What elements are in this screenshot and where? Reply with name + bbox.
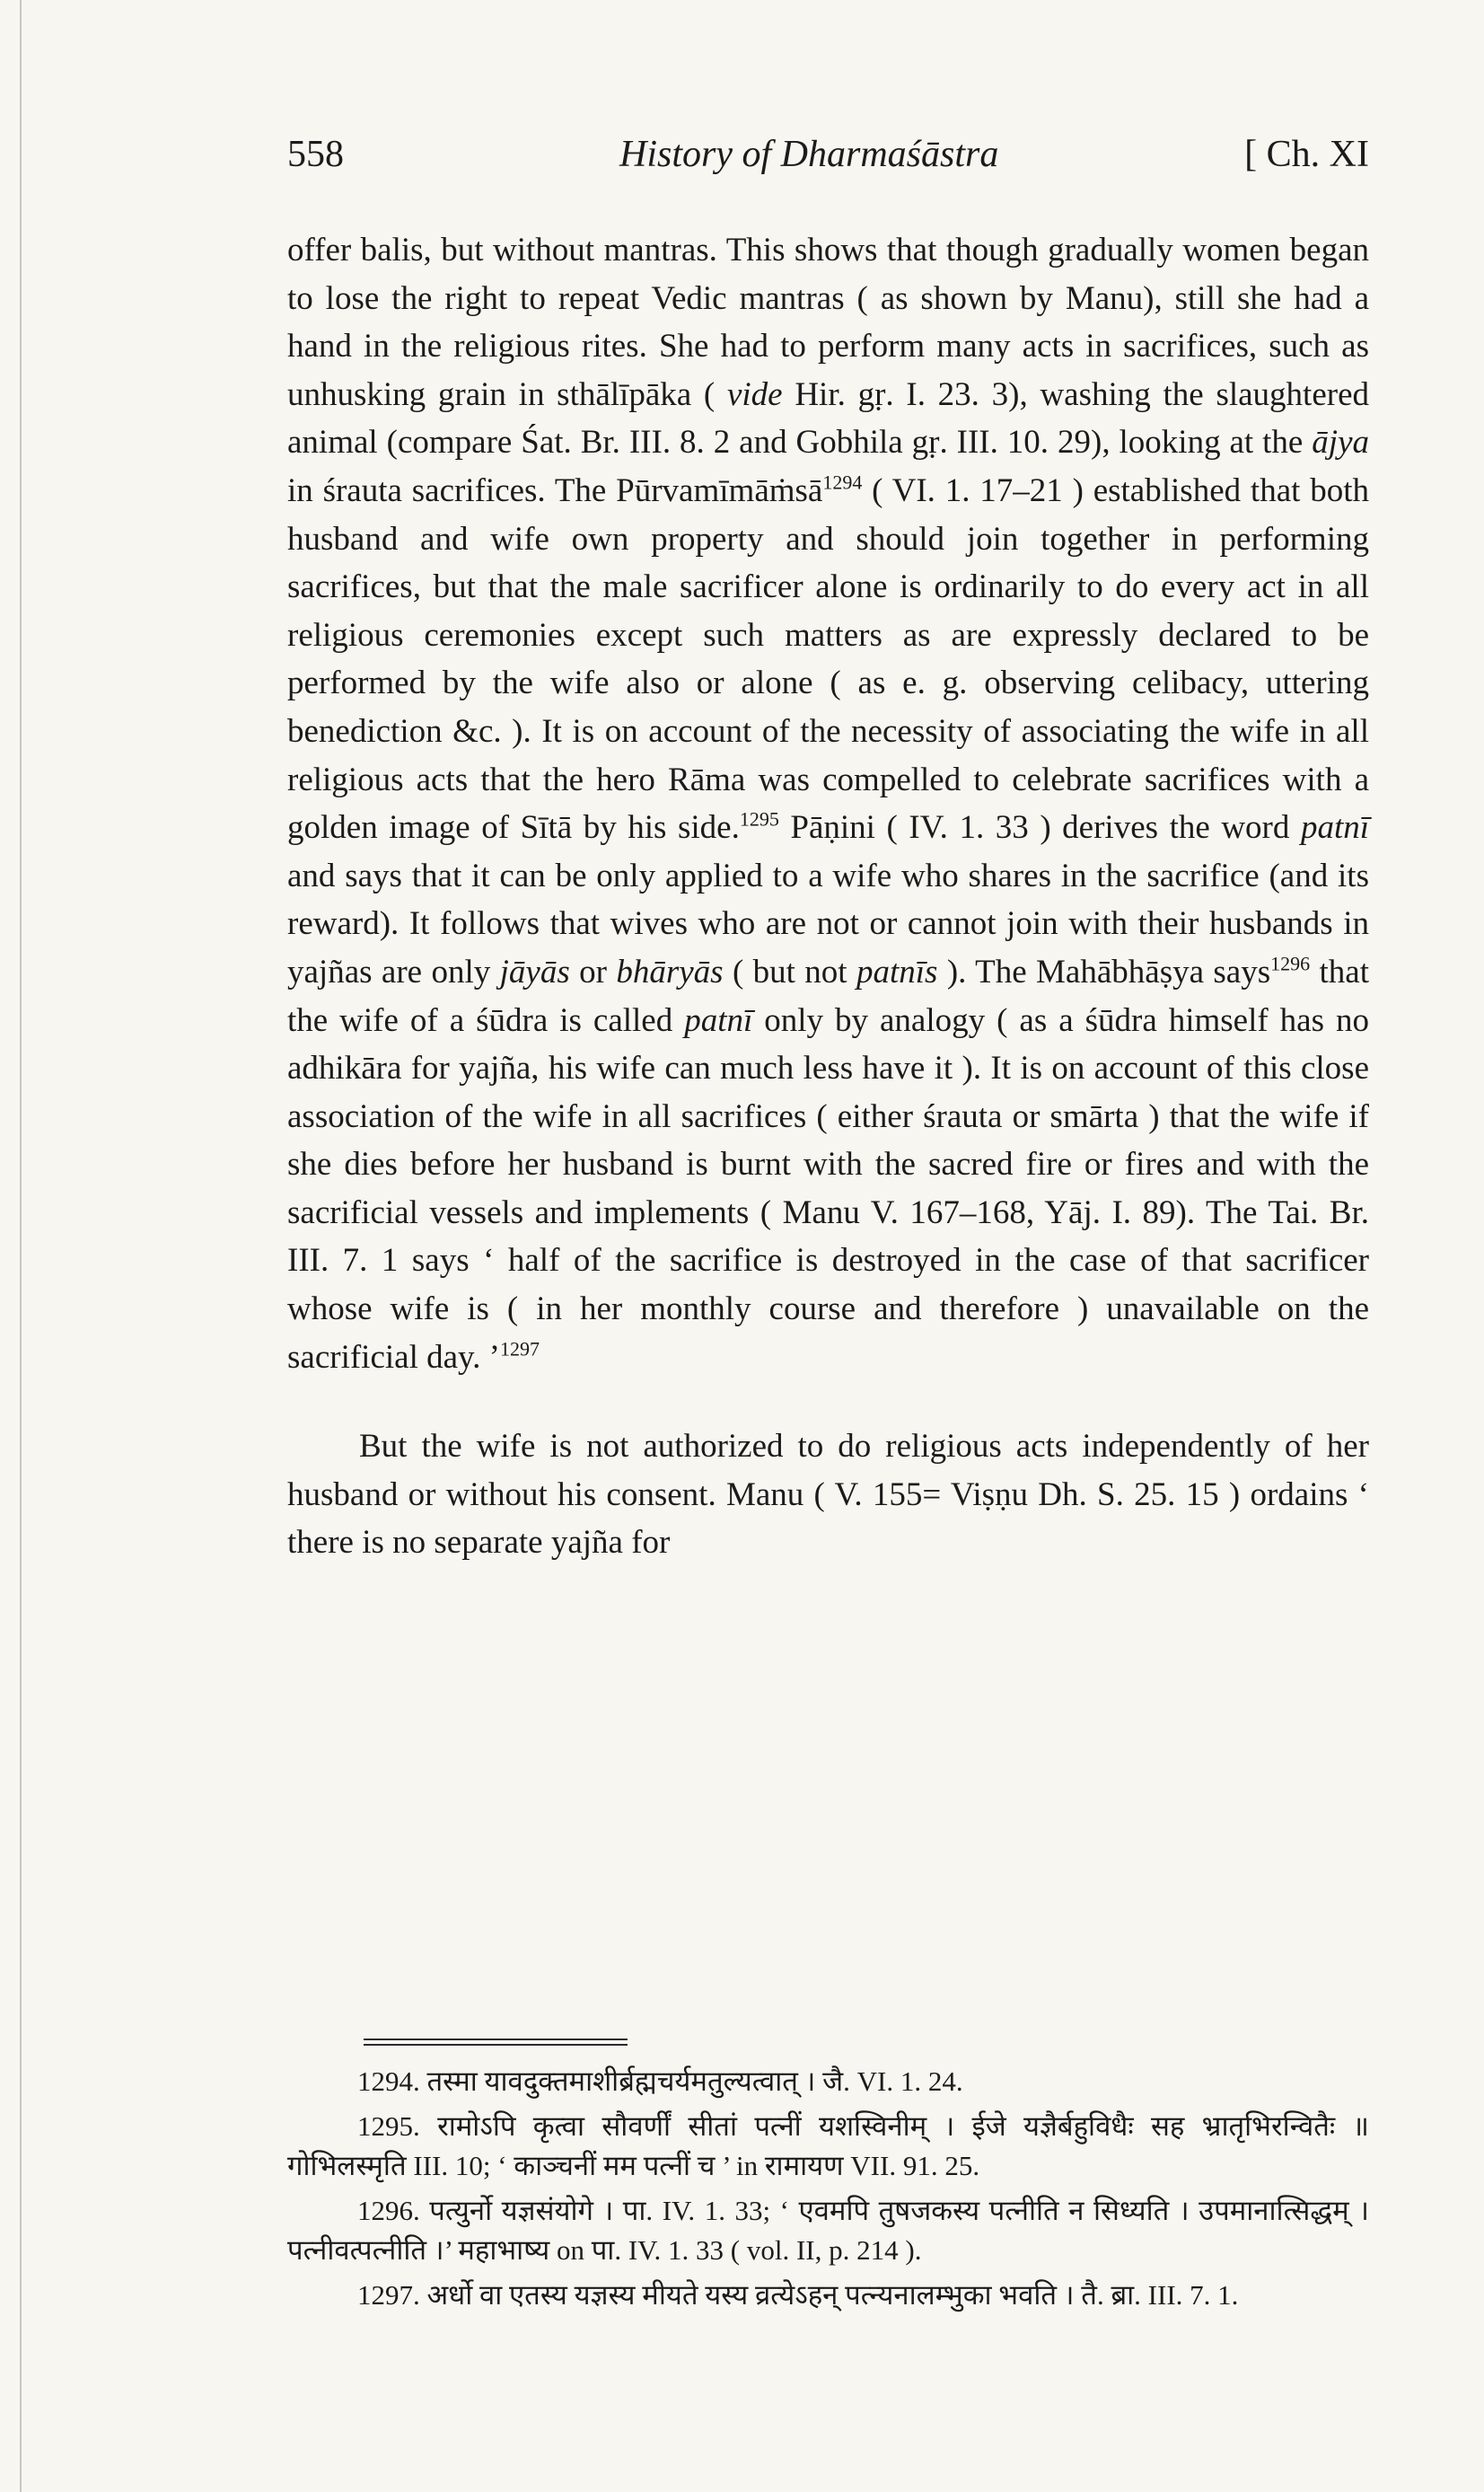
footnote-number: 1294. (357, 2065, 420, 2097)
footnote-divider (364, 2044, 628, 2046)
italic-term: jāyās (499, 953, 570, 991)
paragraph-1 (287, 226, 1369, 1381)
footnote-divider (364, 2039, 628, 2040)
footnote-number: 1297. (357, 2279, 420, 2311)
page-margin-line (20, 0, 22, 2492)
text-segment: ( VI. 1. 17–21 ) established that both husband and wife own property and should join together in performing sacrifices, but that the male sacrificer alone is ordinarily to do every act in all religious ceremonies except such matters as are expressly declared to be performed by the wife also or alone ( as e. g. observing celibacy, uttering benediction &c. ). It is on account of the necessity of associating the wife in all religious acts that the hero Rāma was compelled to celebrate sacrifices with a golden image of Sītā by his side. (287, 471, 1369, 847)
body-text (287, 226, 1369, 1567)
footnote-1296 (287, 2191, 1369, 2270)
text-segment: that the wife of a śūdra is called (287, 953, 1369, 1039)
footnote-1294 (287, 2062, 1369, 2101)
footnote-text: रामोऽपि कृत्वा सौवर्णीं सीतां पत्नीं यशस्विनीम् । ईजे यज्ञैर्बहुविधैः सह भ्रातृभिरन्वितैः ॥ गोभिलस्मृति III. 10; ‘ काञ्चनीं मम पत्नीं च ’ in रामायण VII. 91. 25. (287, 2110, 1370, 2181)
italic-term: bhāryās (616, 953, 724, 991)
text-segment: offer balis, but without mantras. This shows that though gradually women began to lose the right to repeat Vedic mantras ( as shown by Manu), still she had a hand in the religious rites. She had to perform many acts in sacrifices, such as unhusking grain in sthālīpāka ( (287, 232, 1369, 413)
text-segment: in śrauta sacrifices. The Pūrvamīmāṁsā (287, 471, 823, 509)
footnote-1295 (287, 2107, 1369, 2186)
italic-term: patnī (1300, 809, 1369, 847)
footnote-number: 1295. (357, 2110, 420, 2142)
footnote-text: पत्युर्नो यज्ञसंयोगे । पा. IV. 1. 33; ‘ एवमपि तुषजकस्य पत्नीति न सिध्यति । उपमानात्सिद्धम् । पत्नीवत्पत्नीति ।’ महाभाष्य on पा. IV. 1. 33 ( vol. II, p. 214 ). (287, 2195, 1369, 2266)
italic-term: patnīs (856, 953, 938, 991)
text-segment: Pāṇini ( IV. 1. 33 ) derives the word (778, 809, 1301, 847)
footnote-ref-1295[interactable]: 1295 (739, 807, 779, 831)
text-segment: ( but not (723, 953, 856, 991)
footnote-ref-1297[interactable]: 1297 (499, 1337, 540, 1360)
footnote-text: अर्धो वा एतस्य यज्ञस्य मीयते यस्य व्रत्येऽहन् पत्न्यनालम्भुका भवति । तै. ब्रा. III. 7. 1. (426, 2279, 1239, 2311)
italic-term: patnī (684, 1001, 753, 1039)
page-number: 558 (287, 134, 344, 175)
footnote-number: 1296. (357, 2195, 420, 2226)
italic-term: vide (726, 375, 783, 413)
running-title: History of Dharmaśāstra (619, 134, 999, 175)
paragraph-2: But the wife is not authorized to do religious acts independently of her husband or without his consent. Manu ( V. 155= Viṣṇu Dh. S. 25. 15 ) ordains ‘ there is no separate yajña for (287, 1428, 1369, 1562)
footnote-ref-1294[interactable]: 1294 (822, 471, 863, 494)
text-segment: or (569, 953, 617, 991)
chapter-label: [ Ch. XI (1244, 134, 1369, 175)
page-header (287, 133, 1369, 196)
text-segment: and says that it can be only applied to a wife who shares in the sacrifice (and its reward). It follows that wives who are not or cannot join with their husbands in yajñas are only (287, 857, 1369, 991)
footnote-text: तस्मा यावदुक्तमाशीर्ब्रह्मचर्यमतुल्यत्वात् । जै. VI. 1. 24. (426, 2065, 963, 2097)
text-segment: only by analogy ( as a śūdra himself has no adhikāra for yajña, his wife can much less have it ). It is on account of this close association of the wife in all sacrifices ( either śrauta or smārta ) that the wife if she dies before her husband is burnt with the sacred fire or fires and with the sacrificial vessels and implements ( Manu V. 167–168, Yāj. I. 89). The Tai. Br. III. 7. 1 says ‘ half of the sacrifice is destroyed in the case of that sacrificer whose wife is ( in her monthly course and therefore ) unavailable on the sacrificial day. ’ (287, 1001, 1369, 1376)
text-segment: Hir. gṛ. I. 23. 3), washing the slaughtered animal (compare Śat. Br. III. 8. 2 and Gobhila gṛ. III. 10. 29), looking at the (287, 375, 1369, 462)
italic-term: ājya (1312, 424, 1369, 462)
footnotes (287, 2062, 1369, 2320)
footnote-ref-1296[interactable]: 1296 (1270, 952, 1311, 975)
text-segment: ). The Mahābhāṣya says (937, 953, 1271, 991)
footnote-1297 (287, 2276, 1369, 2315)
